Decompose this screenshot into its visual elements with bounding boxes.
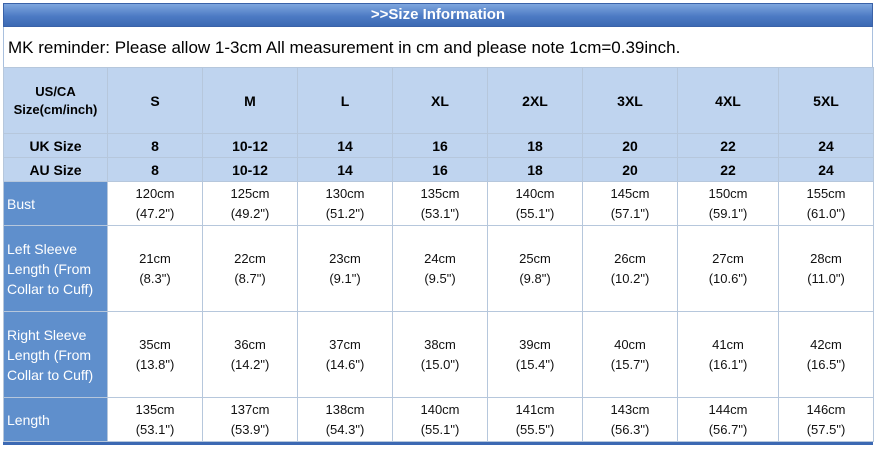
size-header-l: L xyxy=(298,68,393,134)
measurement-cm: 138cm xyxy=(325,401,365,417)
measurement-cm: 35cm xyxy=(139,336,171,352)
measurement-cm: 130cm xyxy=(325,185,365,201)
au-size-cell: 24 xyxy=(779,158,874,182)
measurement-inch: (51.2") xyxy=(325,205,365,221)
measurement-cell xyxy=(393,226,488,312)
measurement-cm: 150cm xyxy=(708,185,748,201)
au-size-cell: 8 xyxy=(108,158,203,182)
au-size-cell: 16 xyxy=(393,158,488,182)
measurement-inch: (54.3") xyxy=(325,421,365,437)
measurement-cell xyxy=(298,226,393,312)
measurement-inch: (16.5") xyxy=(806,356,846,372)
au-size-cell: 20 xyxy=(583,158,678,182)
uk-size-cell: 16 xyxy=(393,134,488,158)
measurement-cell xyxy=(678,398,779,442)
measurement-inch: (47.2") xyxy=(135,205,175,221)
measurement-cm: 24cm xyxy=(424,250,456,266)
measurement-cell xyxy=(779,312,874,398)
measurement-cm: 40cm xyxy=(614,336,646,352)
size-chart xyxy=(3,3,873,445)
size-header-4xl: 4XL xyxy=(678,68,779,134)
au-size-cell: 10-12 xyxy=(203,158,298,182)
measurement-inch: (10.6") xyxy=(708,270,748,286)
measurement-inch: (53.1") xyxy=(135,421,175,437)
measurement-cell xyxy=(488,312,583,398)
measurement-cell xyxy=(488,226,583,312)
measurement-cm: 37cm xyxy=(329,336,361,352)
measurement-cell xyxy=(678,226,779,312)
uk-size-cell: 8 xyxy=(108,134,203,158)
bottom-rule xyxy=(3,442,873,445)
measurement-cell xyxy=(108,182,203,226)
measurement-cm: 28cm xyxy=(810,250,842,266)
measurement-row xyxy=(4,182,874,226)
uk-size-cell: 18 xyxy=(488,134,583,158)
measurement-inch: (59.1") xyxy=(708,205,748,221)
measurement-cell xyxy=(203,312,298,398)
measurement-inch: (9.5") xyxy=(424,270,456,286)
measurement-inch: (55.1") xyxy=(420,421,460,437)
size-header-3xl: 3XL xyxy=(583,68,678,134)
measurement-inch: (57.1") xyxy=(610,205,650,221)
au-size-row xyxy=(4,158,874,182)
measurement-cm: 36cm xyxy=(234,336,266,352)
measurement-cell xyxy=(393,398,488,442)
measurement-inch: (56.3") xyxy=(610,421,650,437)
uk-size-label: UK Size xyxy=(4,134,108,158)
measurement-cell xyxy=(779,398,874,442)
measurement-cell xyxy=(583,398,678,442)
uk-size-row xyxy=(4,134,874,158)
measurement-inch: (14.2") xyxy=(230,356,270,372)
measurement-inch: (14.6") xyxy=(325,356,365,372)
measurement-cm: 145cm xyxy=(610,185,650,201)
measurement-cell xyxy=(779,182,874,226)
measurement-cell xyxy=(488,182,583,226)
measurement-cell xyxy=(108,226,203,312)
measurement-label: Length xyxy=(4,398,108,442)
measurement-inch: (16.1") xyxy=(708,356,748,372)
measurement-inch: (11.0") xyxy=(807,270,845,286)
measurement-inch: (49.2") xyxy=(230,205,270,221)
measurement-inch: (8.3") xyxy=(139,270,171,286)
measurement-inch: (57.5") xyxy=(806,421,846,437)
measurement-inch: (9.1") xyxy=(329,270,361,286)
size-table-body xyxy=(4,68,874,442)
measurement-cell xyxy=(108,312,203,398)
measurement-cm: 144cm xyxy=(708,401,748,417)
measurement-cm: 140cm xyxy=(515,185,555,201)
measurement-cell xyxy=(678,182,779,226)
size-header-2xl: 2XL xyxy=(488,68,583,134)
uk-size-cell: 10-12 xyxy=(203,134,298,158)
measurement-row xyxy=(4,226,874,312)
measurement-cell xyxy=(203,226,298,312)
measurement-cm: 155cm xyxy=(806,185,846,201)
measurement-inch: (55.1") xyxy=(515,205,555,221)
measurement-inch: (56.7") xyxy=(708,421,748,437)
measurement-inch: (61.0") xyxy=(806,205,846,221)
measurement-cell xyxy=(488,398,583,442)
measurement-label: Bust xyxy=(4,182,108,226)
measurement-label: Right Sleeve Length (From Collar to Cuff) xyxy=(4,312,108,398)
measurement-cell xyxy=(298,398,393,442)
measurement-inch: (53.1") xyxy=(420,205,460,221)
measurement-cell xyxy=(779,226,874,312)
size-information-title: >>Size Information xyxy=(3,3,873,27)
measurement-cell xyxy=(298,182,393,226)
measurement-cm: 23cm xyxy=(329,250,361,266)
measurement-inch: (10.2") xyxy=(610,270,650,286)
us-ca-size-label: US/CA Size(cm/inch) xyxy=(4,68,108,134)
uk-size-cell: 24 xyxy=(779,134,874,158)
measurement-inch: (15.7") xyxy=(610,356,650,372)
size-table xyxy=(3,67,874,442)
measurement-inch: (13.8") xyxy=(135,356,175,372)
size-header-s: S xyxy=(108,68,203,134)
measurement-inch: (9.8") xyxy=(519,270,551,286)
size-header-m: M xyxy=(203,68,298,134)
measurement-cm: 21cm xyxy=(139,250,171,266)
measurement-cell xyxy=(203,182,298,226)
au-size-cell: 22 xyxy=(678,158,779,182)
measurement-cell xyxy=(678,312,779,398)
measurement-cm: 137cm xyxy=(230,401,270,417)
measurement-inch: (8.7") xyxy=(234,270,266,286)
measurement-cell xyxy=(393,312,488,398)
measurement-cm: 41cm xyxy=(712,336,744,352)
measurement-cm: 143cm xyxy=(610,401,650,417)
header-row xyxy=(4,68,874,134)
measurement-cm: 38cm xyxy=(424,336,456,352)
measurement-cm: 125cm xyxy=(230,185,270,201)
measurement-cell xyxy=(583,226,678,312)
measurement-cm: 25cm xyxy=(519,250,551,266)
measurement-label: Left Sleeve Length (From Collar to Cuff) xyxy=(4,226,108,312)
measurement-row xyxy=(4,398,874,442)
measurement-cell xyxy=(393,182,488,226)
measurement-cm: 140cm xyxy=(420,401,460,417)
measurement-row xyxy=(4,312,874,398)
measurement-cm: 39cm xyxy=(519,336,551,352)
measurement-cm: 135cm xyxy=(135,401,175,417)
measurement-inch: (55.5") xyxy=(515,421,555,437)
measurement-inch: (53.9") xyxy=(230,421,270,437)
measurement-cm: 26cm xyxy=(614,250,646,266)
au-size-cell: 18 xyxy=(488,158,583,182)
au-size-label: AU Size xyxy=(4,158,108,182)
measurement-cm: 135cm xyxy=(420,185,460,201)
au-size-cell: 14 xyxy=(298,158,393,182)
uk-size-cell: 20 xyxy=(583,134,678,158)
size-header-5xl: 5XL xyxy=(779,68,874,134)
measurement-reminder: MK reminder: Please allow 1-3cm All measurement in cm and please note 1cm=0.39inch. xyxy=(3,27,873,67)
measurement-cm: 27cm xyxy=(712,250,744,266)
measurement-cell xyxy=(583,312,678,398)
measurement-cm: 120cm xyxy=(135,185,175,201)
size-header-xl: XL xyxy=(393,68,488,134)
measurement-cm: 141cm xyxy=(515,401,555,417)
measurement-cell xyxy=(108,398,203,442)
measurement-cell xyxy=(583,182,678,226)
measurement-cm: 42cm xyxy=(810,336,842,352)
measurement-cm: 146cm xyxy=(806,401,846,417)
uk-size-cell: 22 xyxy=(678,134,779,158)
measurement-cell xyxy=(203,398,298,442)
measurement-cell xyxy=(298,312,393,398)
measurement-cm: 22cm xyxy=(234,250,266,266)
measurement-inch: (15.0") xyxy=(420,356,460,372)
measurement-inch: (15.4") xyxy=(515,356,555,372)
uk-size-cell: 14 xyxy=(298,134,393,158)
